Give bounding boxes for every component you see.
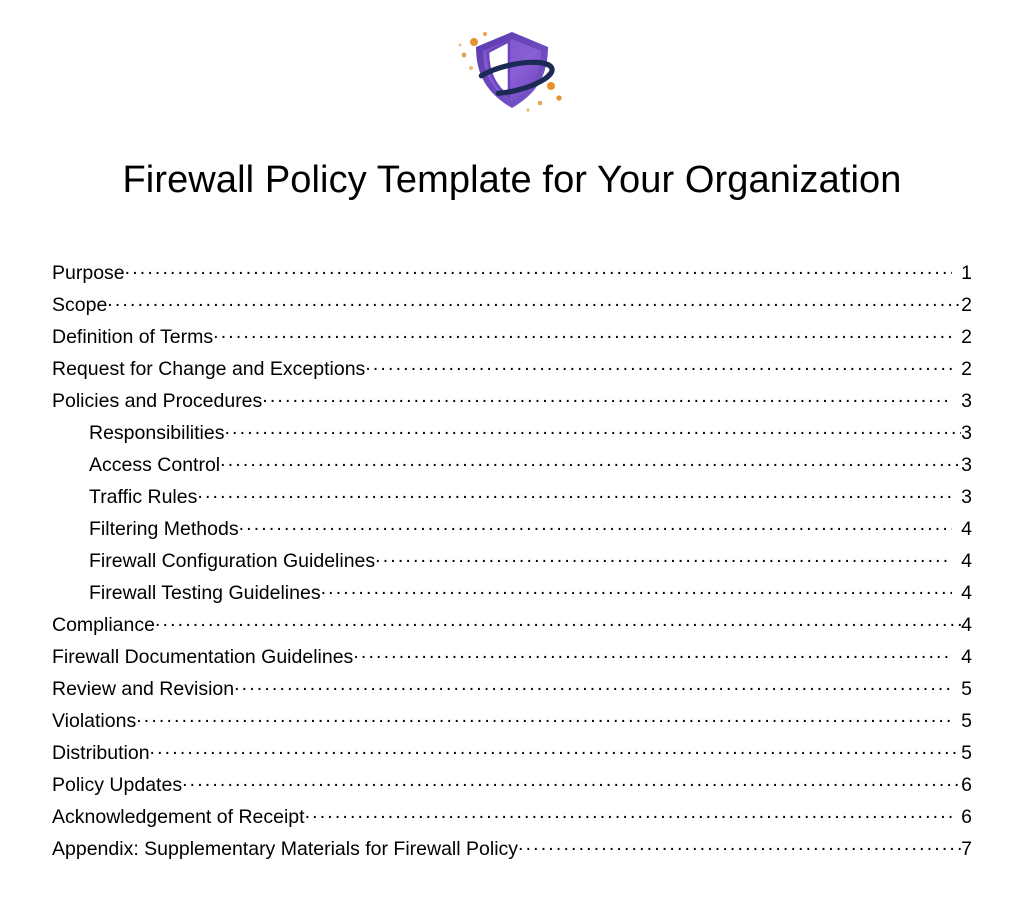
toc-entry-label: Traffic Rules <box>89 485 198 508</box>
toc-entry-page-number: 4 <box>961 581 972 604</box>
toc-entry-page-number: 3 <box>961 421 972 444</box>
toc-dot-leader <box>182 771 961 791</box>
toc-entry[interactable] <box>52 387 972 419</box>
toc-entry-page-number: 2 <box>961 357 972 380</box>
toc-entry-label: Review and Revision <box>52 677 235 700</box>
toc-entry-label: Violations <box>52 709 137 732</box>
toc-entry-page-number: 4 <box>961 549 972 572</box>
toc-dot-leader <box>365 355 952 375</box>
logo-container <box>0 24 1024 116</box>
toc-entry-page-number: 1 <box>961 261 972 284</box>
toc-dot-leader <box>136 707 952 727</box>
toc-dot-leader <box>518 835 961 855</box>
toc-entry-label: Policy Updates <box>52 773 183 796</box>
toc-entry[interactable] <box>52 259 972 291</box>
toc-entry-label: Distribution <box>52 741 150 764</box>
toc-dot-leader <box>224 419 961 439</box>
toc-entry-page-number: 2 <box>961 325 972 348</box>
toc-dot-leader <box>155 611 961 631</box>
toc-dot-leader <box>321 579 952 599</box>
toc-entry[interactable] <box>52 803 972 835</box>
toc-entry-page-number: 3 <box>961 389 972 412</box>
toc-entry[interactable] <box>52 515 972 547</box>
page-title: Firewall Policy Template for Your Organization <box>122 159 902 201</box>
toc-dot-leader <box>213 323 952 343</box>
toc-entry-page-number: 6 <box>961 805 972 828</box>
toc-entry-page-number: 2 <box>961 293 972 316</box>
toc-entry-page-number: 6 <box>961 773 972 796</box>
toc-dot-leader <box>375 547 952 567</box>
toc-dot-leader <box>353 643 952 663</box>
toc-entry-label: Acknowledgement of Receipt <box>52 805 305 828</box>
toc-entry-label: Filtering Methods <box>89 517 239 540</box>
toc-entry[interactable] <box>52 707 972 739</box>
toc-entry-label: Definition of Terms <box>52 325 214 348</box>
toc-entry[interactable] <box>52 771 972 803</box>
toc-entry-label: Appendix: Supplementary Materials for Firewall Policy <box>52 837 519 860</box>
toc-entry[interactable] <box>52 419 972 451</box>
toc-dot-leader <box>107 291 961 311</box>
toc-entry-label: Firewall Testing Guidelines <box>89 581 321 604</box>
toc-dot-leader <box>262 387 952 407</box>
toc-entry[interactable] <box>52 675 972 707</box>
toc-entry-label: Policies and Procedures <box>52 389 263 412</box>
toc-entry[interactable] <box>52 643 972 675</box>
toc-dot-leader <box>239 515 952 535</box>
toc-entry-page-number: 4 <box>961 645 972 668</box>
toc-entry[interactable] <box>52 611 972 643</box>
toc-entry[interactable] <box>52 835 972 867</box>
toc-entry-page-number: 3 <box>961 453 972 476</box>
toc-entry[interactable] <box>52 483 972 515</box>
toc-entry[interactable] <box>52 739 972 771</box>
toc-dot-leader <box>125 259 952 279</box>
toc-entry-label: Firewall Configuration Guidelines <box>89 549 376 572</box>
toc-dot-leader <box>220 451 961 471</box>
toc-entry-page-number: 4 <box>961 613 972 636</box>
toc-entry[interactable] <box>52 451 972 483</box>
toc-dot-leader <box>150 739 961 759</box>
toc-dot-leader <box>305 803 952 823</box>
toc-entry[interactable] <box>52 355 972 387</box>
toc-entry[interactable] <box>52 291 972 323</box>
toc-entry-page-number: 5 <box>961 709 972 732</box>
toc-entry-label: Purpose <box>52 261 125 284</box>
toc-dot-leader <box>234 675 952 695</box>
toc-entry-page-number: 5 <box>961 677 972 700</box>
toc-entry-label: Responsibilities <box>89 421 225 444</box>
toc-entry-label: Scope <box>52 293 108 316</box>
toc-entry[interactable] <box>52 579 972 611</box>
toc-dot-leader <box>197 483 952 503</box>
toc-entry[interactable] <box>52 547 972 579</box>
shield-orbit-logo <box>452 24 572 116</box>
toc-entry-label: Access Control <box>89 453 221 476</box>
toc-entry-page-number: 4 <box>961 517 972 540</box>
toc-entry-page-number: 7 <box>961 837 972 860</box>
toc-entry-label: Request for Change and Exceptions <box>52 357 366 380</box>
toc-entry-page-number: 5 <box>961 741 972 764</box>
toc-entry[interactable] <box>52 323 972 355</box>
toc-entry-page-number: 3 <box>961 485 972 508</box>
toc-entry-label: Firewall Documentation Guidelines <box>52 645 354 668</box>
toc-entry-label: Compliance <box>52 613 155 636</box>
table-of-contents <box>52 259 972 867</box>
